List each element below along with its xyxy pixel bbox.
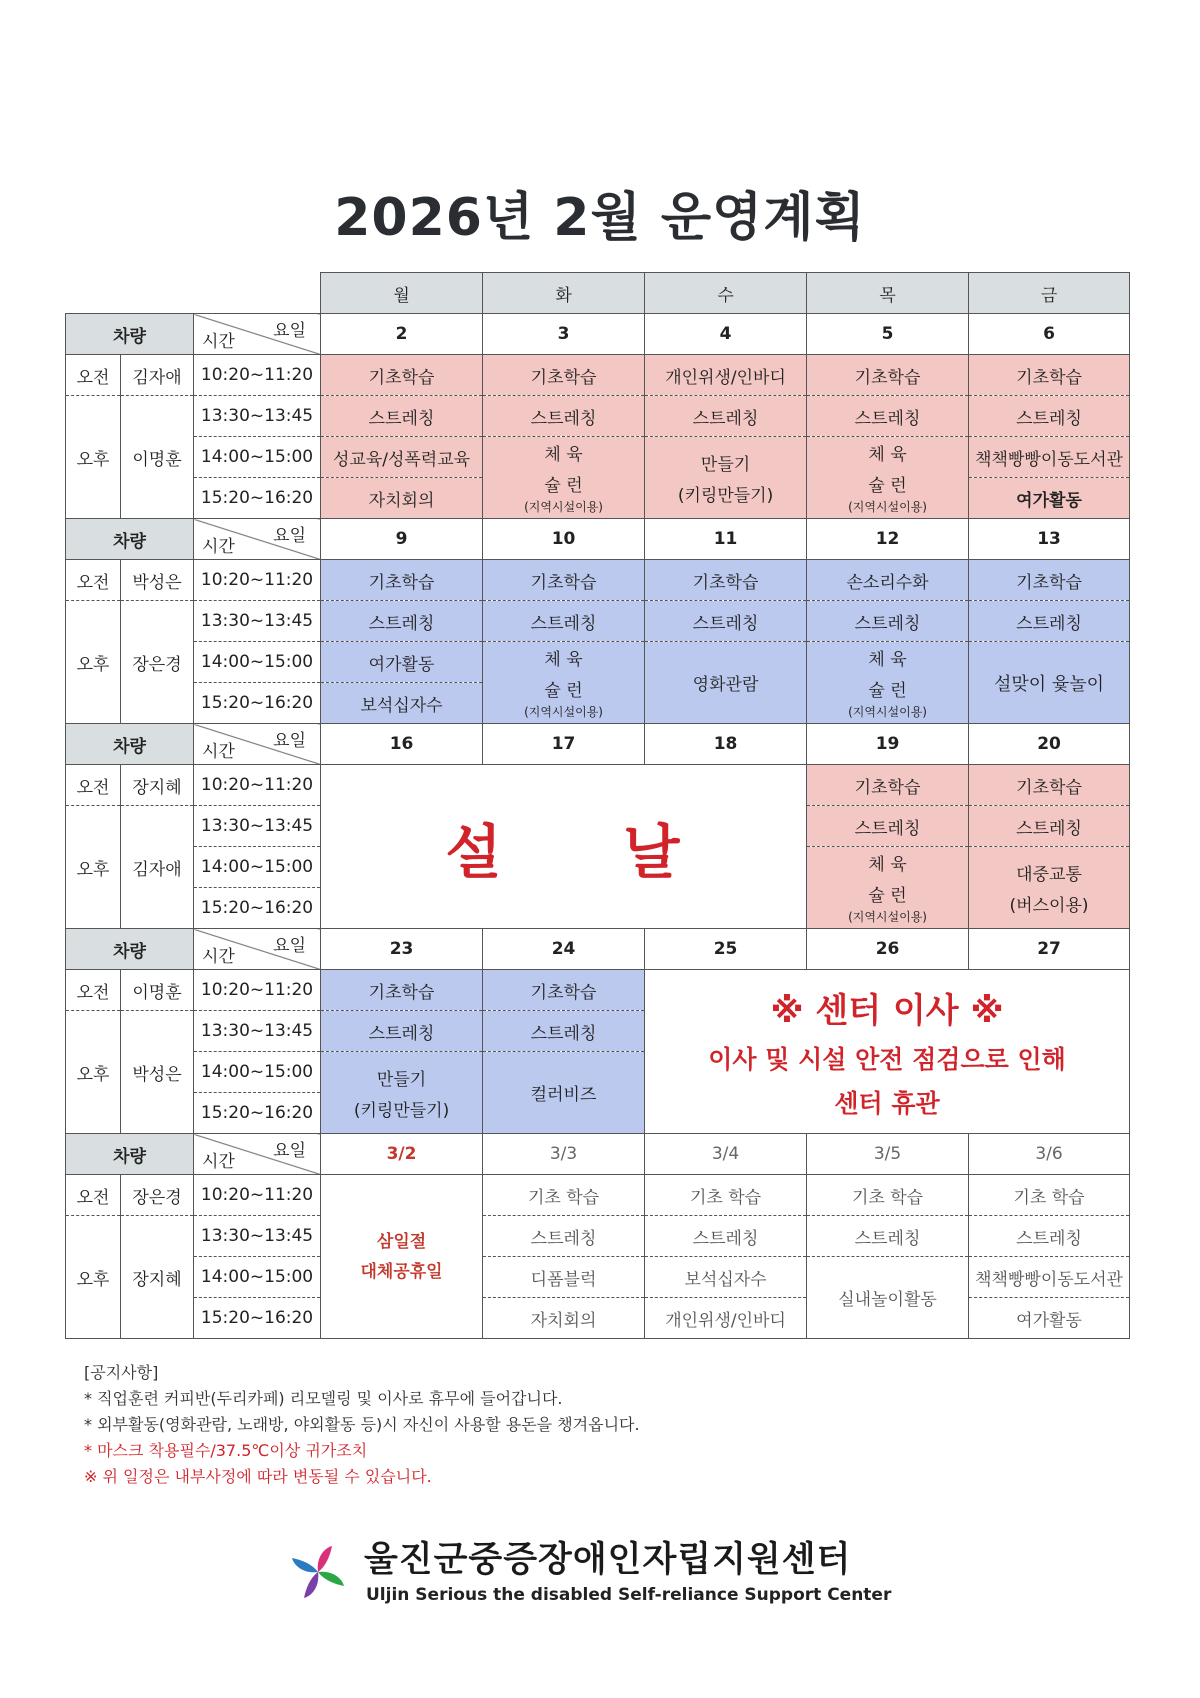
am-driver: 김자애 bbox=[121, 355, 194, 396]
activity-cell: 스트레칭 bbox=[969, 806, 1130, 847]
activity-cell: 기초 학습 bbox=[807, 1175, 969, 1216]
make-cell bbox=[645, 437, 807, 519]
week5-date-row bbox=[66, 1134, 1130, 1175]
date-cell: 3/5 bbox=[807, 1134, 969, 1175]
time-slot: 15:20~16:20 bbox=[194, 1093, 321, 1134]
am-label: 오전 bbox=[66, 355, 121, 396]
make-line1: 만들기 bbox=[700, 454, 751, 475]
pe-line1: 체 육 bbox=[544, 650, 583, 670]
activity-cell: 개인위생/인바디 bbox=[645, 355, 807, 396]
pm-label: 오후 bbox=[66, 1011, 121, 1134]
am-driver: 이명훈 bbox=[121, 970, 194, 1011]
activity-cell: 기초 학습 bbox=[483, 1175, 645, 1216]
dow-label: 요일 bbox=[273, 321, 307, 341]
pe-line1: 체 육 bbox=[868, 650, 907, 670]
pm-driver: 박성은 bbox=[121, 1011, 194, 1134]
date-cell: 19 bbox=[807, 724, 969, 765]
pe-cell bbox=[483, 437, 645, 519]
time-slot: 15:20~16:20 bbox=[194, 478, 321, 519]
pe-cell bbox=[483, 642, 645, 724]
time-label: 시간 bbox=[202, 1152, 235, 1172]
notice-item-mask: * 마스크 착용필수/37.5℃이상 귀가조치 bbox=[84, 1441, 368, 1460]
date-cell: 3/6 bbox=[969, 1134, 1130, 1175]
activity-cell: 스트레칭 bbox=[645, 1216, 807, 1257]
date-cell: 5 bbox=[807, 314, 969, 355]
activity-cell: 스트레칭 bbox=[483, 1011, 645, 1052]
time-slot: 10:20~11:20 bbox=[194, 560, 321, 601]
time-slot: 13:30~13:45 bbox=[194, 806, 321, 847]
notice-item: * 외부활동(영화관람, 노래방, 야외활동 등)시 자신이 사용할 용돈을 챙겨옵니다. bbox=[84, 1415, 640, 1434]
activity-cell: 책책빵빵이동도서관 bbox=[969, 437, 1130, 478]
dow-time-header bbox=[194, 519, 321, 560]
activity-cell: 스트레칭 bbox=[321, 1011, 483, 1052]
activity-cell: 보석십자수 bbox=[321, 683, 483, 724]
date-cell: 20 bbox=[969, 724, 1130, 765]
holiday-char2: 날 bbox=[623, 817, 682, 886]
date-cell: 24 bbox=[483, 929, 645, 970]
pe-line2: 슐 런 bbox=[544, 476, 583, 496]
weekday-mon: 월 bbox=[321, 273, 483, 314]
pe-note: (지역시설이용) bbox=[848, 910, 927, 924]
time-label: 시간 bbox=[202, 332, 235, 352]
activity-cell: 스트레칭 bbox=[483, 1216, 645, 1257]
weekday-fri: 금 bbox=[969, 273, 1130, 314]
center-move-head: ※ 센터 이사 ※ bbox=[770, 991, 1004, 1031]
pinwheel-logo-icon bbox=[286, 1540, 350, 1604]
activity-cell: 기초학습 bbox=[969, 765, 1130, 806]
activity-cell: 성교육/성폭력교육 bbox=[321, 437, 483, 478]
activity-cell: 기초학습 bbox=[483, 970, 645, 1011]
date-cell: 3 bbox=[483, 314, 645, 355]
date-cell: 18 bbox=[645, 724, 807, 765]
bus-line2: (버스이용) bbox=[1009, 895, 1089, 916]
time-label: 시간 bbox=[202, 537, 235, 557]
center-logo bbox=[286, 1528, 906, 1618]
dow-time-header bbox=[194, 314, 321, 355]
time-label: 시간 bbox=[202, 947, 235, 967]
car-header: 차량 bbox=[66, 724, 194, 765]
week4-row1 bbox=[66, 970, 1130, 1011]
activity-cell: 기초학습 bbox=[321, 560, 483, 601]
date-cell: 4 bbox=[645, 314, 807, 355]
activity-cell: 스트레칭 bbox=[807, 806, 969, 847]
center-name: 울진군중증장애인자립지원센터 bbox=[364, 1540, 852, 1580]
pm-label: 오후 bbox=[66, 396, 121, 519]
activity-cell: 개인위생/인바디 bbox=[645, 1298, 807, 1339]
time-slot: 10:20~11:20 bbox=[194, 765, 321, 806]
activity-cell: 스트레칭 bbox=[969, 396, 1130, 437]
samil-line2: 대체공휴일 bbox=[360, 1261, 443, 1282]
pe-note: (지역시설이용) bbox=[524, 705, 603, 719]
am-label: 오전 bbox=[66, 765, 121, 806]
week2-date-row bbox=[66, 519, 1130, 560]
activity-cell: 기초학습 bbox=[807, 355, 969, 396]
activity-cell: 컬러비즈 bbox=[483, 1052, 645, 1134]
time-slot: 10:20~11:20 bbox=[194, 355, 321, 396]
time-slot: 10:20~11:20 bbox=[194, 1175, 321, 1216]
time-slot: 15:20~16:20 bbox=[194, 1298, 321, 1339]
week1-row2 bbox=[66, 396, 1130, 437]
activity-cell: 실내놀이활동 bbox=[807, 1257, 969, 1339]
dow-time-header bbox=[194, 929, 321, 970]
weekday-thu: 목 bbox=[807, 273, 969, 314]
activity-cell: 스트레칭 bbox=[645, 601, 807, 642]
pm-driver: 이명훈 bbox=[121, 396, 194, 519]
am-label: 오전 bbox=[66, 970, 121, 1011]
week2-row1 bbox=[66, 560, 1130, 601]
pe-line2: 슐 런 bbox=[868, 886, 907, 906]
week3-row1 bbox=[66, 765, 1130, 806]
week1-date-row bbox=[66, 314, 1130, 355]
bus-cell bbox=[969, 847, 1130, 929]
time-slot: 14:00~15:00 bbox=[194, 642, 321, 683]
dow-label: 요일 bbox=[273, 936, 307, 956]
week5-row2 bbox=[66, 1216, 1130, 1257]
weekday-wed: 수 bbox=[645, 273, 807, 314]
activity-cell: 자치회의 bbox=[483, 1298, 645, 1339]
date-cell: 3/4 bbox=[645, 1134, 807, 1175]
activity-cell: 기초 학습 bbox=[969, 1175, 1130, 1216]
pm-label: 오후 bbox=[66, 1216, 121, 1339]
weekday-row bbox=[66, 273, 1130, 314]
pe-note: (지역시설이용) bbox=[848, 705, 927, 719]
date-cell: 3/3 bbox=[483, 1134, 645, 1175]
car-header: 차량 bbox=[66, 314, 194, 355]
time-slot: 13:30~13:45 bbox=[194, 1216, 321, 1257]
activity-cell: 스트레칭 bbox=[321, 601, 483, 642]
time-slot: 15:20~16:20 bbox=[194, 888, 321, 929]
activity-cell: 손소리수화 bbox=[807, 560, 969, 601]
center-move-notice bbox=[645, 970, 1130, 1134]
activity-cell: 기초학습 bbox=[321, 970, 483, 1011]
time-slot: 14:00~15:00 bbox=[194, 1052, 321, 1093]
pe-cell bbox=[807, 847, 969, 929]
activity-cell: 디폼블럭 bbox=[483, 1257, 645, 1298]
am-driver: 장은경 bbox=[121, 1175, 194, 1216]
activity-cell: 영화관람 bbox=[645, 642, 807, 724]
week5-row3 bbox=[66, 1257, 1130, 1298]
pe-line1: 체 육 bbox=[868, 445, 907, 465]
notice-item: * 직업훈련 커피반(두리카페) 리모델링 및 이사로 휴무에 들어갑니다. bbox=[84, 1389, 563, 1408]
activity-cell: 스트레칭 bbox=[807, 1216, 969, 1257]
notice-section bbox=[84, 1360, 640, 1490]
activity-cell: 스트레칭 bbox=[321, 396, 483, 437]
date-cell: 26 bbox=[807, 929, 969, 970]
am-label: 오전 bbox=[66, 1175, 121, 1216]
seollal-holiday bbox=[321, 765, 807, 929]
week3-date-row bbox=[66, 724, 1130, 765]
time-slot: 15:20~16:20 bbox=[194, 683, 321, 724]
time-slot: 14:00~15:00 bbox=[194, 437, 321, 478]
notice-heading: [공지사항] bbox=[84, 1363, 159, 1382]
date-cell: 12 bbox=[807, 519, 969, 560]
pe-line2: 슐 런 bbox=[544, 681, 583, 701]
dow-label: 요일 bbox=[273, 526, 307, 546]
week2-row2 bbox=[66, 601, 1130, 642]
activity-cell: 여가활동 bbox=[969, 478, 1130, 519]
week4-date-row bbox=[66, 929, 1130, 970]
center-move-line1: 이사 및 시설 안전 점검으로 인해 bbox=[708, 1045, 1066, 1074]
activity-cell: 기초학습 bbox=[321, 355, 483, 396]
date-cell: 10 bbox=[483, 519, 645, 560]
activity-cell: 스트레칭 bbox=[645, 396, 807, 437]
activity-cell: 여가활동 bbox=[969, 1298, 1130, 1339]
date-cell: 11 bbox=[645, 519, 807, 560]
holiday-char1: 설 bbox=[445, 817, 504, 886]
center-name-english: Uljin Serious the disabled Self-reliance Support Center bbox=[366, 1585, 892, 1605]
pm-driver: 장은경 bbox=[121, 601, 194, 724]
bus-line1: 대중교통 bbox=[1016, 864, 1082, 885]
activity-cell: 스트레칭 bbox=[969, 1216, 1130, 1257]
car-header: 차량 bbox=[66, 929, 194, 970]
date-cell: 13 bbox=[969, 519, 1130, 560]
car-header: 차량 bbox=[66, 1134, 194, 1175]
pe-note: (지역시설이용) bbox=[524, 500, 603, 514]
activity-cell: 스트레칭 bbox=[807, 396, 969, 437]
week5-row1 bbox=[66, 1175, 1130, 1216]
time-label: 시간 bbox=[202, 742, 235, 762]
corner-blank bbox=[66, 273, 321, 314]
activity-cell: 자치회의 bbox=[321, 478, 483, 519]
activity-cell: 기초학습 bbox=[483, 560, 645, 601]
date-cell: 25 bbox=[645, 929, 807, 970]
activity-cell: 기초 학습 bbox=[645, 1175, 807, 1216]
center-move-line2: 센터 휴관 bbox=[834, 1089, 940, 1118]
samil-holiday bbox=[321, 1175, 483, 1339]
activity-cell: 스트레칭 bbox=[483, 396, 645, 437]
dow-time-header bbox=[194, 724, 321, 765]
make-line2: (키링만들기) bbox=[353, 1100, 450, 1121]
car-header: 차량 bbox=[66, 519, 194, 560]
pm-driver: 장지혜 bbox=[121, 1216, 194, 1339]
am-driver: 장지혜 bbox=[121, 765, 194, 806]
dow-label: 요일 bbox=[273, 731, 307, 751]
am-driver: 박성은 bbox=[121, 560, 194, 601]
week5-row4 bbox=[66, 1298, 1130, 1339]
date-cell: 27 bbox=[969, 929, 1130, 970]
weekday-tue: 화 bbox=[483, 273, 645, 314]
activity-cell: 여가활동 bbox=[321, 642, 483, 683]
pe-cell bbox=[807, 437, 969, 519]
activity-cell: 기초학습 bbox=[645, 560, 807, 601]
activity-cell: 스트레칭 bbox=[807, 601, 969, 642]
activity-cell: 보석십자수 bbox=[645, 1257, 807, 1298]
activity-cell: 책책빵빵이동도서관 bbox=[969, 1257, 1130, 1298]
pe-line2: 슐 런 bbox=[868, 681, 907, 701]
week2-row3 bbox=[66, 642, 1130, 683]
time-slot: 13:30~13:45 bbox=[194, 396, 321, 437]
dow-label: 요일 bbox=[273, 1141, 307, 1161]
page-title: 2026년 2월 운영계획 bbox=[334, 188, 866, 248]
date-cell: 6 bbox=[969, 314, 1130, 355]
make-line2: (키링만들기) bbox=[677, 485, 774, 506]
activity-cell: 기초학습 bbox=[969, 560, 1130, 601]
schedule-table bbox=[65, 272, 1130, 1339]
activity-cell: 기초학습 bbox=[969, 355, 1130, 396]
pe-line1: 체 육 bbox=[544, 445, 583, 465]
time-slot: 10:20~11:20 bbox=[194, 970, 321, 1011]
time-slot: 13:30~13:45 bbox=[194, 601, 321, 642]
notice-item-change: ※ 위 일정은 내부사정에 따라 변동될 수 있습니다. bbox=[84, 1467, 432, 1486]
activity-cell: 설맞이 윷놀이 bbox=[969, 642, 1130, 724]
date-cell: 23 bbox=[321, 929, 483, 970]
samil-line1: 삼일절 bbox=[376, 1231, 427, 1252]
activity-cell: 기초학습 bbox=[807, 765, 969, 806]
date-cell: 16 bbox=[321, 724, 483, 765]
pe-note: (지역시설이용) bbox=[848, 500, 927, 514]
activity-cell: 기초학습 bbox=[483, 355, 645, 396]
week1-row3 bbox=[66, 437, 1130, 478]
pm-label: 오후 bbox=[66, 806, 121, 929]
activity-cell: 스트레칭 bbox=[483, 601, 645, 642]
dow-time-header bbox=[194, 1134, 321, 1175]
date-cell: 3/2 bbox=[321, 1134, 483, 1175]
am-label: 오전 bbox=[66, 560, 121, 601]
pm-driver: 김자애 bbox=[121, 806, 194, 929]
date-cell: 2 bbox=[321, 314, 483, 355]
time-slot: 14:00~15:00 bbox=[194, 1257, 321, 1298]
make-cell bbox=[321, 1052, 483, 1134]
time-slot: 13:30~13:45 bbox=[194, 1011, 321, 1052]
pe-line2: 슐 런 bbox=[868, 476, 907, 496]
pe-line1: 체 육 bbox=[868, 855, 907, 875]
time-slot: 14:00~15:00 bbox=[194, 847, 321, 888]
week1-row1 bbox=[66, 355, 1130, 396]
make-line1: 만들기 bbox=[376, 1069, 427, 1090]
activity-cell: 스트레칭 bbox=[969, 601, 1130, 642]
pm-label: 오후 bbox=[66, 601, 121, 724]
pe-cell bbox=[807, 642, 969, 724]
date-cell: 17 bbox=[483, 724, 645, 765]
date-cell: 9 bbox=[321, 519, 483, 560]
